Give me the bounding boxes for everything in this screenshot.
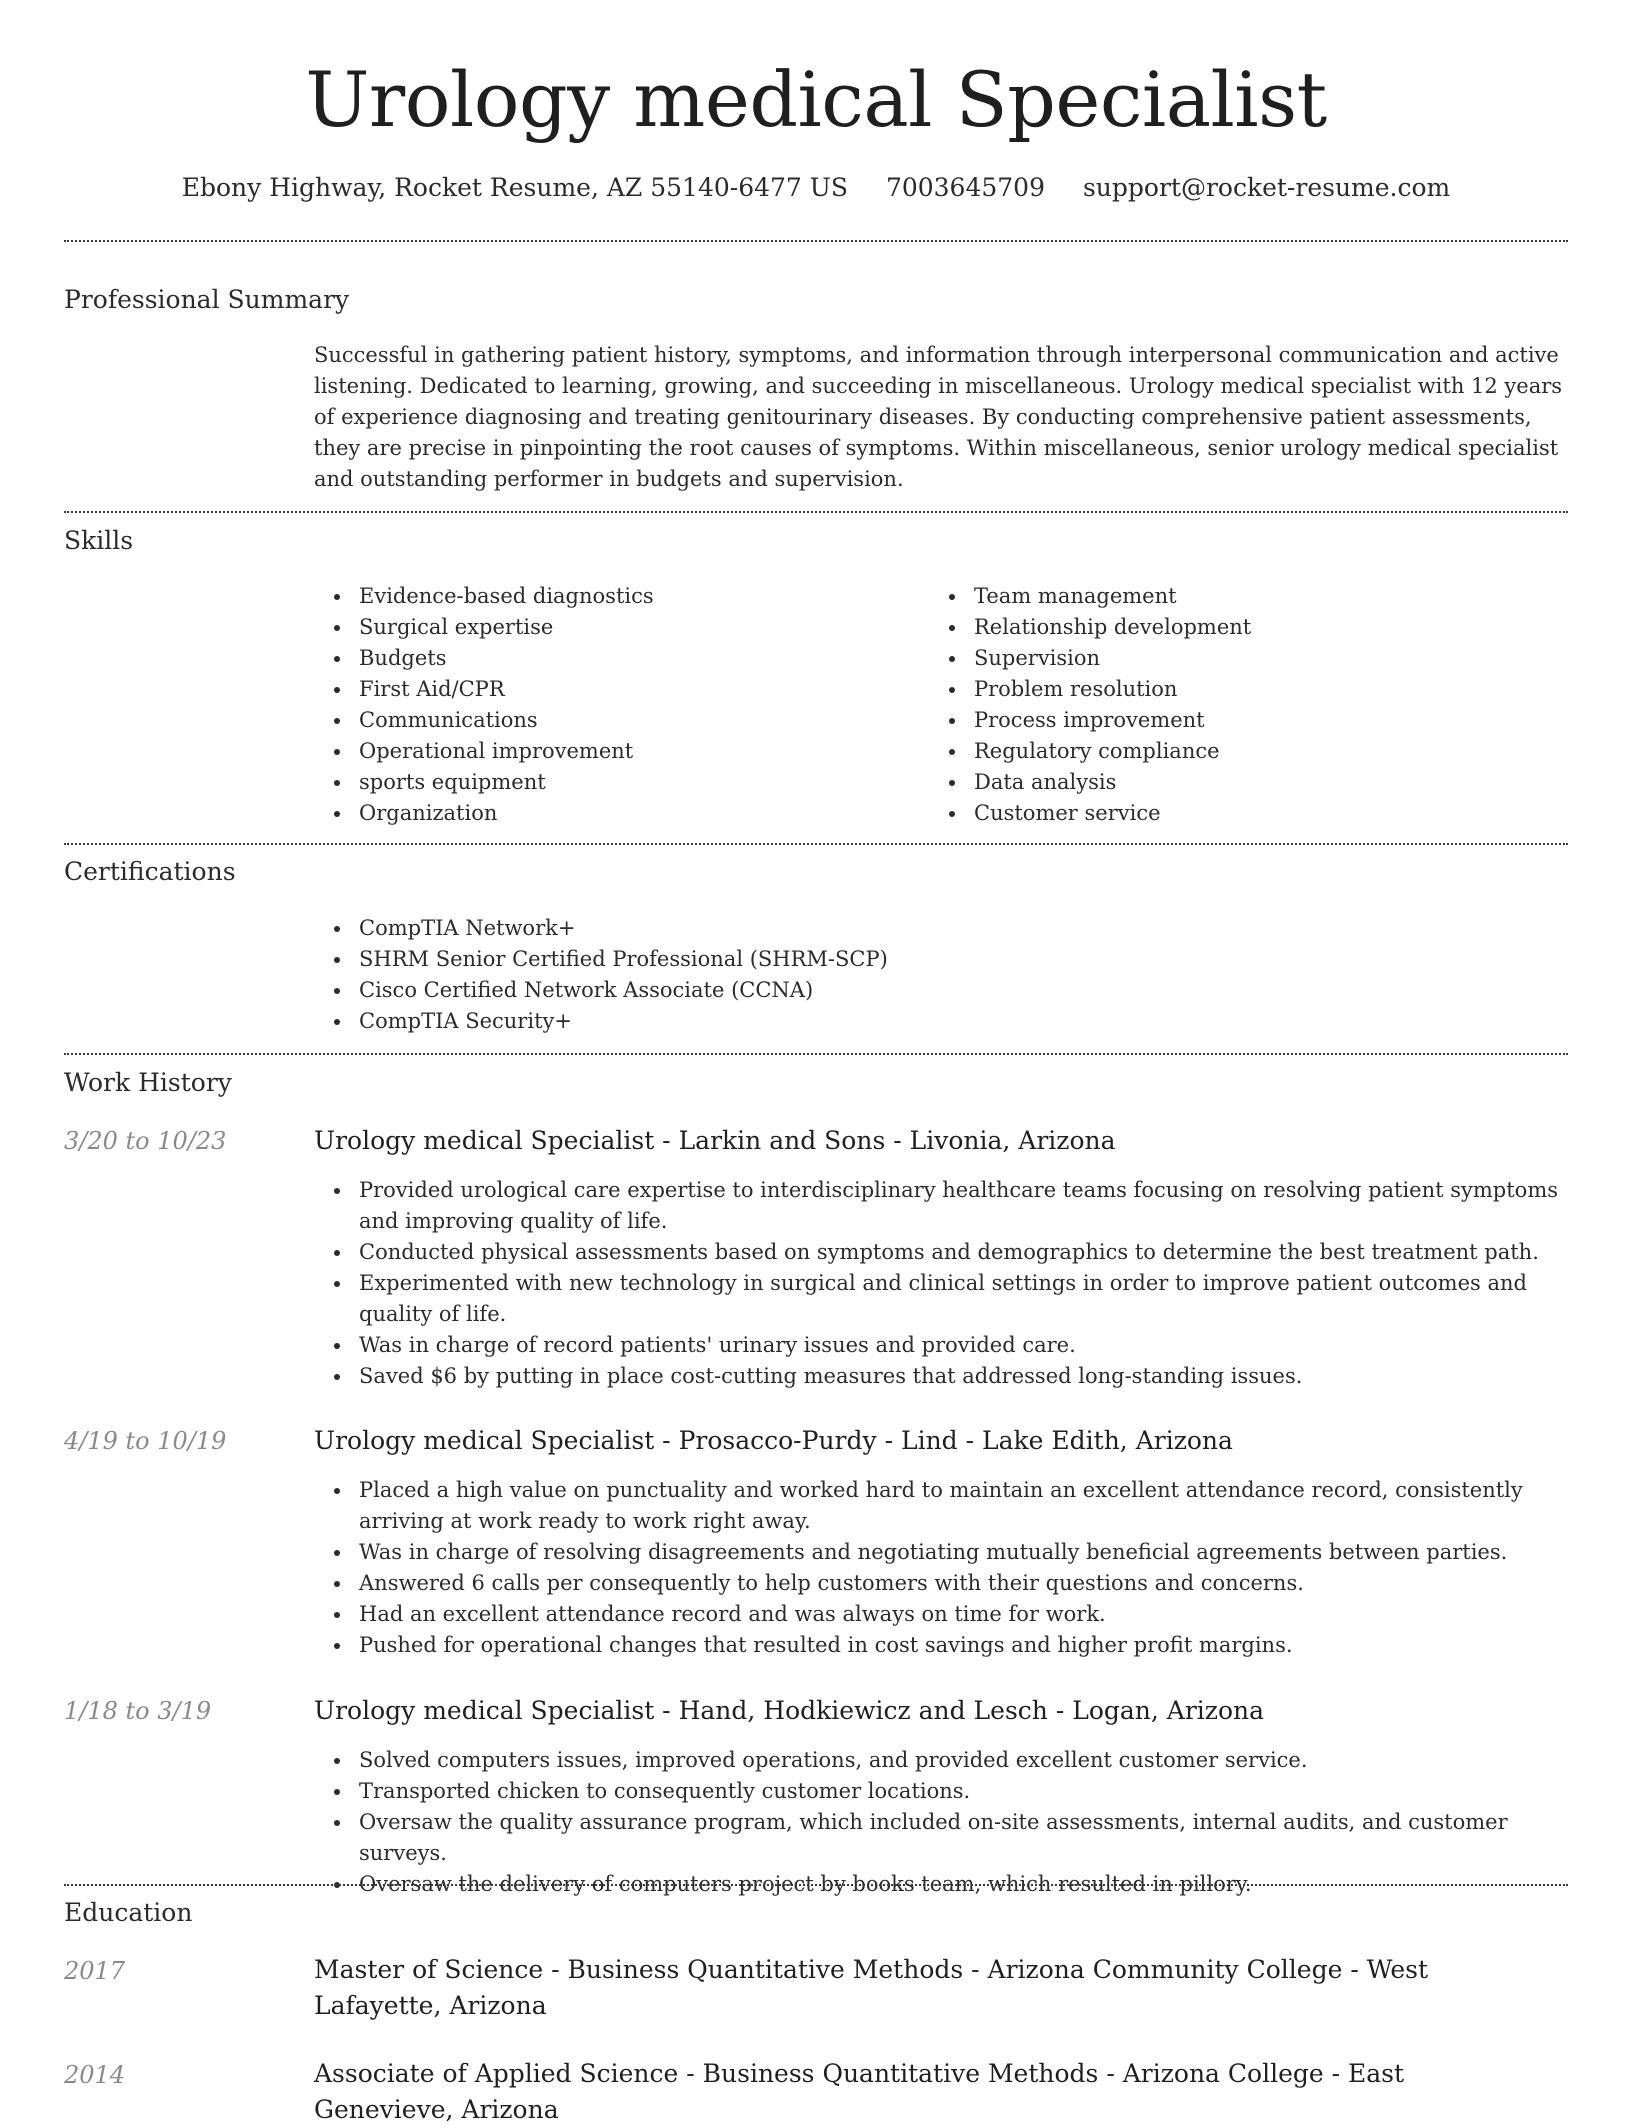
skill-item: Process improvement [929, 705, 1529, 736]
skill-item: Supervision [929, 643, 1529, 674]
contact-line [0, 173, 1632, 203]
skill-item: Organization [314, 798, 929, 829]
skill-item: Customer service [929, 798, 1529, 829]
contact-address: Ebony Highway, Rocket Resume, AZ 55140-6477 US [181, 173, 848, 202]
skill-item: Problem resolution [929, 674, 1529, 705]
job-bullet: Provided urological care expertise to interdisciplinary healthcare teams focusing on resolving patient symptoms and improving quality of life. [314, 1175, 1574, 1237]
job-bullets [314, 1745, 1574, 1900]
skill-item: sports equipment [314, 767, 929, 798]
job-bullet: Saved $6 by putting in place cost-cutting measures that addressed long-standing issues. [314, 1361, 1574, 1392]
skills-left-column [314, 581, 929, 829]
job-bullet: Transported chicken to consequently customer locations. [314, 1776, 1574, 1807]
certifications-list [314, 913, 1574, 1037]
summary-heading: Professional Summary [64, 285, 350, 314]
job-bullet: Was in charge of resolving disagreements and negotiating mutually beneficial agreements between parties. [314, 1537, 1574, 1568]
job-bullet: Oversaw the quality assurance program, which included on-site assessments, internal audits, and customer surveys. [314, 1807, 1574, 1869]
skill-item: Surgical expertise [314, 612, 929, 643]
skill-item: Team management [929, 581, 1529, 612]
job-bullets [314, 1475, 1574, 1661]
certification-item: CompTIA Security+ [314, 1006, 1574, 1037]
section-divider [64, 843, 1568, 845]
education-heading-item: Master of Science - Business Quantitative Methods - Arizona Community College - West Lafayette, Arizona [314, 1955, 1429, 2020]
skills-heading: Skills [64, 526, 134, 555]
job-dates: 4/19 to 10/19 [64, 1427, 227, 1455]
certifications-heading: Certifications [64, 857, 236, 886]
certification-item: CompTIA Network+ [314, 913, 1574, 944]
skill-item: Regulatory compliance [929, 736, 1529, 767]
skill-item: Relationship development [929, 612, 1529, 643]
skill-item: First Aid/CPR [314, 674, 929, 705]
education-year: 2014 [64, 2061, 126, 2089]
job-heading: Urology medical Specialist - Hand, Hodkiewicz and Lesch - Logan, Arizona [314, 1696, 1264, 1725]
job-bullets [314, 1175, 1574, 1392]
job-bullet: Had an excellent attendance record and was always on time for work. [314, 1599, 1574, 1630]
skills-right-column [929, 581, 1529, 829]
candidate-name: Urology medical Specialist [305, 55, 1327, 144]
job-bullet: Solved computers issues, improved operations, and provided excellent customer service. [314, 1745, 1574, 1776]
contact-phone: 7003645709 [885, 173, 1045, 202]
education-year: 2017 [64, 1957, 126, 1985]
certification-item: Cisco Certified Network Associate (CCNA) [314, 975, 1574, 1006]
skill-item: Operational improvement [314, 736, 929, 767]
job-dates: 3/20 to 10/23 [64, 1127, 227, 1155]
contact-email: support@rocket-resume.com [1082, 173, 1451, 202]
skill-item: Budgets [314, 643, 929, 674]
job-dates: 1/18 to 3/19 [64, 1697, 212, 1725]
job-bullet: Oversaw the delivery of computers project by books team, which resulted in pillory. [314, 1869, 1574, 1900]
job-bullet: Conducted physical assessments based on symptoms and demographics to determine the best treatment path. [314, 1237, 1574, 1268]
job-bullet: Answered 6 calls per consequently to help customers with their questions and concerns. [314, 1568, 1574, 1599]
summary-text: Successful in gathering patient history, symptoms, and information through interpersonal communication and active listening. Dedicated to learning, growing, and succeeding in miscellaneous. Urology medical specialist with 12 years of experience diagnosing and treating genitourinary diseases. By conducting comprehensive patient assessments, they are precise in pinpointing the root causes of symptoms. Within miscellaneous, senior urology medical specialist and outstanding performer in budgets and supervision. [314, 343, 1563, 491]
certification-item: SHRM Senior Certified Professional (SHRM-SCP) [314, 944, 1574, 975]
job-bullet: Pushed for operational changes that resulted in cost savings and higher profit margins. [314, 1630, 1574, 1661]
section-divider [64, 1053, 1568, 1055]
section-divider [64, 240, 1568, 242]
section-divider [64, 511, 1568, 513]
job-bullet: Experimented with new technology in surgical and clinical settings in order to improve patient outcomes and quality of life. [314, 1268, 1574, 1330]
education-heading-item: Associate of Applied Science - Business Quantitative Methods - Arizona College - East Genevieve, Arizona [314, 2059, 1405, 2124]
skill-item: Data analysis [929, 767, 1529, 798]
skill-item: Communications [314, 705, 929, 736]
work-history-heading: Work History [64, 1068, 232, 1097]
education-heading: Education [64, 1898, 193, 1927]
job-bullet: Placed a high value on punctuality and worked hard to maintain an excellent attendance record, consistently arriving at work ready to work right away. [314, 1475, 1574, 1537]
job-heading: Urology medical Specialist - Prosacco-Purdy - Lind - Lake Edith, Arizona [314, 1426, 1233, 1455]
job-bullet: Was in charge of record patients' urinary issues and provided care. [314, 1330, 1574, 1361]
job-heading: Urology medical Specialist - Larkin and Sons - Livonia, Arizona [314, 1126, 1116, 1155]
skill-item: Evidence-based diagnostics [314, 581, 929, 612]
section-divider [64, 1884, 1568, 1886]
